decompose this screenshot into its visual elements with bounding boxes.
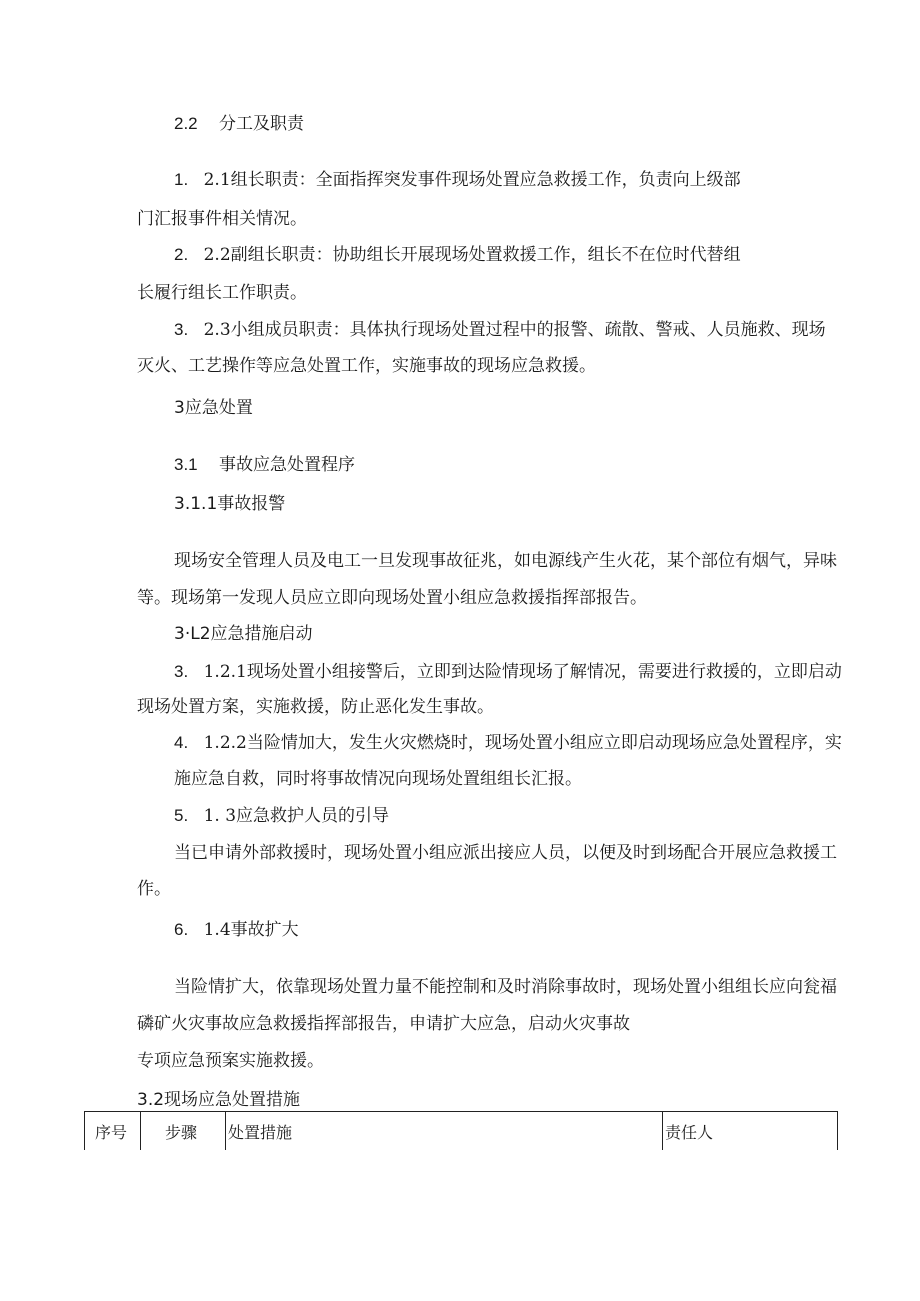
list-item-5-line-2: 施应急自救，同时将事故情况向现场处置组组长汇报。 (174, 769, 582, 789)
section-title: 事故应急处置程序 (219, 455, 356, 475)
paragraph-expand-line-2: 磷矿火灾事故应急救援指挥部报告，申请扩大应急，启动火灾事故 (137, 1014, 630, 1034)
list-text: 1.4事故扩大 (203, 920, 299, 940)
list-item-6-line-1 (174, 806, 389, 826)
column-divider (225, 1112, 226, 1150)
section-title: 分工及职责 (219, 114, 305, 134)
list-item-5-line-1 (174, 733, 842, 753)
paragraph-alarm-line-2: 等。现场第一发现人员应立即向现场处置小组应急救援指挥部报告。 (137, 588, 647, 608)
list-text: 2.2副组长职责：协助组长开展现场处置救援工作，组长不在位时代替组 (203, 245, 741, 265)
list-marker: 1. (174, 170, 189, 189)
paragraph-alarm-line-1: 现场安全管理人员及电工一旦发现事故征兆，如电源线产生火花，某个部位有烟气，异味 (174, 551, 837, 571)
list-text: 2.3小组成员职责：具体执行现场处置过程中的报警、疏散、警戒、人员施救、现场 (203, 320, 826, 340)
section-3-1-heading (174, 455, 355, 475)
list-item-1-line-1 (174, 170, 741, 190)
paragraph-expand-line-3: 专项应急预案实施救援。 (137, 1051, 324, 1071)
section-3-heading: 3应急处置 (174, 398, 253, 418)
header-cell-responsible: 责任人 (665, 1123, 714, 1142)
list-text: 1.2.2当险情加大，发生火灾燃烧时，现场处置小组应立即启动现场应急处置程序，实 (203, 733, 842, 753)
list-marker: 4. (174, 733, 189, 752)
header-cell-step: 步骤 (165, 1123, 198, 1142)
paragraph-guide-line-1: 当已申请外部救援时，现场处置小组应派出接应人员，以便及时到场配合开展应急救援工 (174, 843, 837, 863)
section-number: 2.2 (174, 114, 198, 133)
list-marker: 5. (174, 806, 189, 825)
list-item-7 (174, 920, 299, 940)
column-divider (662, 1112, 663, 1150)
section-number: 3.1 (174, 455, 198, 474)
list-marker: 6. (174, 920, 189, 939)
list-item-3-line-1 (174, 320, 826, 340)
list-marker: 2. (174, 245, 189, 264)
paragraph-expand-line-1: 当险情扩大，依靠现场处置力量不能控制和及时消除事故时，现场处置小组组长应向瓮福 (174, 977, 837, 997)
measures-table-header (84, 1111, 838, 1150)
list-item-2-line-2: 长履行组长工作职责。 (137, 283, 307, 303)
list-item-3-line-2: 灭火、工艺操作等应急处置工作，实施事故的现场应急救援。 (137, 356, 596, 376)
section-3-1-2-heading: 3·L2应急措施启动 (174, 624, 313, 644)
section-3-1-1-heading: 3.1.1事故报警 (174, 494, 286, 514)
list-marker: 3. (174, 662, 189, 681)
header-cell-index: 序号 (95, 1123, 128, 1142)
list-text: 1.2.1现场处置小组接警后，立即到达险情现场了解情况，需要进行救援的，立即启动 (203, 662, 842, 682)
section-3-2-heading: 3.2现场应急处置措施 (137, 1090, 301, 1110)
column-divider (140, 1112, 141, 1150)
section-2-2-heading (174, 114, 304, 134)
list-text: 1. 3应急救护人员的引导 (203, 806, 390, 826)
header-cell-measures: 处置措施 (228, 1123, 293, 1142)
list-text: 2.1组长职责：全面指挥突发事件现场处置应急救援工作，负责向上级部 (203, 170, 741, 190)
list-item-2-line-1 (174, 245, 741, 265)
list-item-4-line-1 (174, 662, 842, 682)
list-item-1-line-2: 门汇报事件相关情况。 (137, 209, 307, 229)
paragraph-guide-line-2: 作。 (137, 879, 171, 899)
list-marker: 3. (174, 320, 189, 339)
list-item-4-line-2: 现场处置方案，实施救援，防止恶化发生事故。 (137, 697, 494, 717)
